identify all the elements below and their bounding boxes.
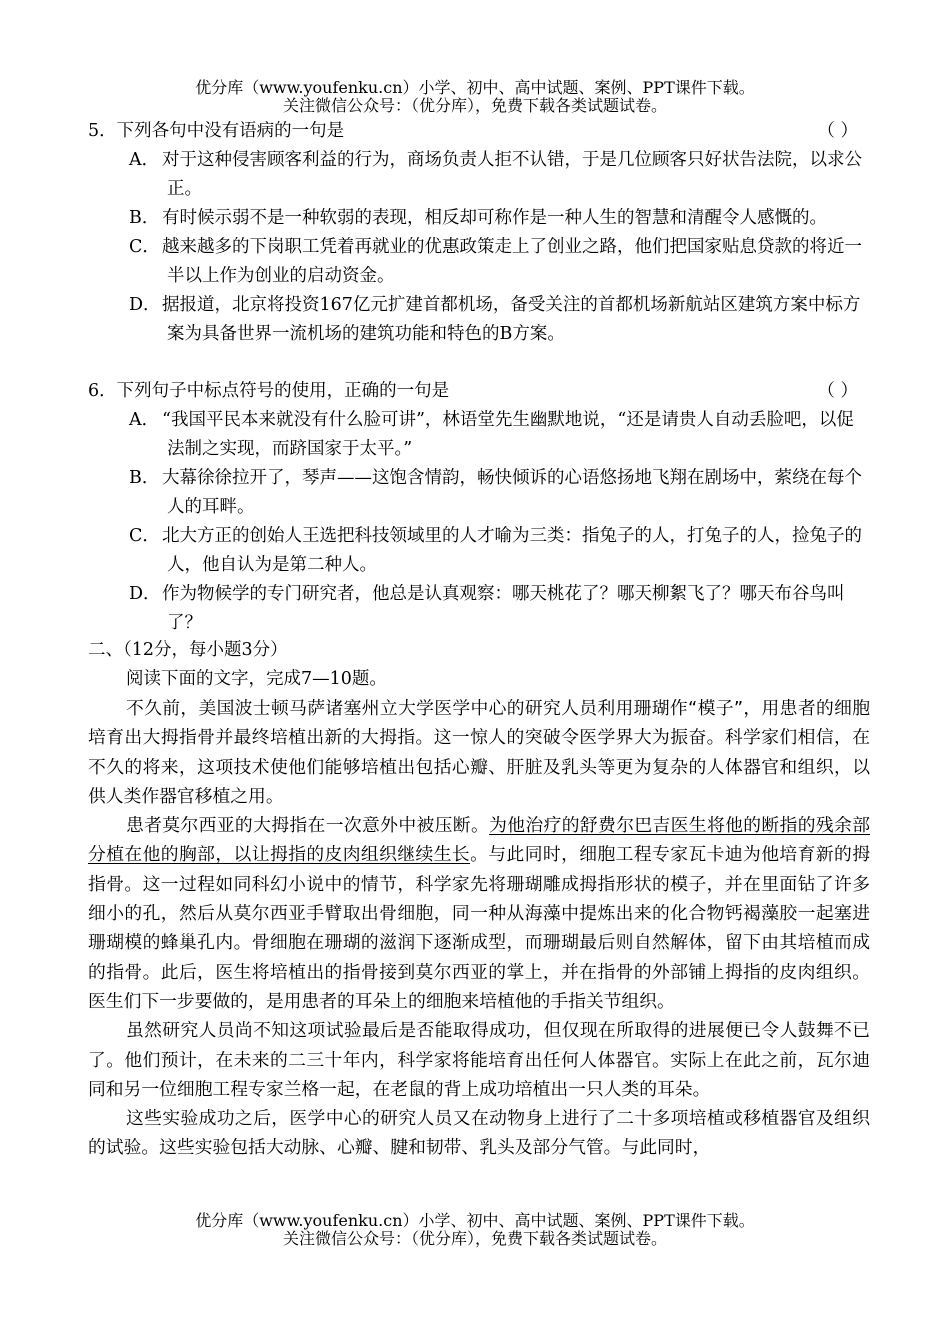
passage-paragraph-4: 这些实验成功之后，医学中心的研究人员又在动物身上进行了二十多项培植或移植器官及组织的试验。这些实验包括大动脉、心瓣、腱和韧带、乳头及部分气管。与此同时，	[88, 1108, 870, 1159]
underlined-sentence: 为他治疗的舒费尔巴吉医生将他的断指的残余部分植在他的胸部，以让拇指的皮肉组织继续生长	[88, 815, 870, 866]
question-6-option-c	[88, 522, 870, 580]
option-text: 北大方正的创始人王选把科技领域里的人才喻为三类：指兔子的人，打兔子的人，捡兔子的人，他自认为是第二种人。	[162, 526, 862, 575]
section-instruction: 阅读下面的文字，完成7—10题。	[126, 669, 387, 689]
question-6-option-b	[88, 464, 870, 522]
option-label: C．	[129, 237, 160, 257]
section-2-heading	[88, 636, 878, 694]
header-line-1: 优分库（www.youfenku.cn）小学、初中、高中试题、案例、PPT课件下载。	[195, 78, 755, 97]
option-label: C．	[129, 526, 160, 546]
paragraph-text: 。与此同时，细胞工程专家瓦卡迪为他培育新的拇指骨。这一过程如同科幻小说中的情节，科学家先将珊瑚雕成拇指形状的模子，并在里面钻了许多细小的孔，然后从莫尔西亚手臂取出骨细胞，同一种从海藻中提炼出来的化合物钙褐藻胶一起塞进珊瑚模的蜂巢孔内。骨细胞在珊瑚的滋润下逐渐成型，而珊瑚最后则自然解体，留下由其培植而成的指骨。此后，医生将培植出的指骨接到莫尔西亚的掌上，并在指骨的外部铺上拇指的皮肉组织。医生们下一步要做的，是用患者的耳朵上的细胞来培植他的手指关节组织。	[88, 844, 870, 1012]
question-6-stem: 6．下列句子中标点符号的使用，正确的一句是	[88, 381, 450, 401]
question-5-option-d	[88, 291, 870, 349]
question-5-option-c	[88, 233, 870, 291]
option-label: B．	[129, 468, 160, 488]
passage-paragraph-3: 虽然研究人员尚不知这项试验最后是否能取得成功，但仅现在所取得的进展便已令人鼓舞不已了。他们预计，在未来的二三十年内，科学家将能培育出任何人体器官。实际上在此之前，瓦尔迪同和另一位细胞工程专家兰格一起，在老鼠的背上成功培植出一只人类的耳朵。	[88, 1020, 870, 1100]
option-label: D．	[129, 295, 161, 315]
answer-bracket: （ ）	[817, 381, 858, 401]
question-6-option-d	[88, 580, 870, 638]
option-text: 对于这种侵害顾客利益的行为，商场负责人拒不认错，于是几位顾客只好状告法院，以求公正。	[162, 150, 862, 199]
option-text: “我国平民本来就没有什么脸可讲”，林语堂先生幽默地说，“还是请贵人自动丢脸吧，以促法制之实现，而跻国家于太平。”	[162, 410, 854, 459]
option-label: D．	[129, 584, 161, 604]
option-text: 有时候示弱不是一种软弱的表现，相反却可称作是一种人生的智慧和清醒令人感慨的。	[162, 208, 827, 228]
question-5-option-a	[88, 146, 870, 204]
answer-bracket: （ ）	[817, 121, 858, 141]
footer-line-2: 关注微信公众号：（优分库），免费下载各类试题试卷。	[282, 1229, 667, 1248]
section-title: 二、（12分，每小题3分）	[88, 640, 288, 660]
page-footer	[0, 1212, 950, 1248]
page-header	[0, 79, 950, 115]
question-5-stem: 5．下列各句中没有语病的一句是	[88, 121, 345, 141]
question-6-option-a	[88, 406, 870, 464]
reading-passage	[88, 694, 870, 1163]
question-5-option-b	[88, 204, 870, 233]
option-text: 作为物候学的专门研究者，他总是认真观察：哪天桃花了？哪天柳絮飞了？哪天布谷鸟叫了？	[162, 584, 845, 633]
footer-line-1: 优分库（www.youfenku.cn）小学、初中、高中试题、案例、PPT课件下载。	[195, 1211, 755, 1230]
paragraph-text: 患者莫尔西亚的大拇指在一次意外中被压断。	[126, 815, 490, 837]
header-line-2: 关注微信公众号：（优分库），免费下载各类试题试卷。	[282, 96, 667, 115]
option-text: 据报道，北京将投资167亿元扩建首都机场，备受关注的首都机场新航站区建筑方案中标方案为具备世界一流机场的建筑功能和特色的B方案。	[162, 295, 861, 344]
option-label: A．	[129, 410, 160, 430]
question-6	[88, 377, 870, 638]
option-text: 越来越多的下岗职工凭着再就业的优惠政策走上了创业之路，他们把国家贴息贷款的将近一半以上作为创业的启动资金。	[162, 237, 862, 286]
option-label: B．	[129, 208, 160, 228]
option-label: A．	[129, 150, 160, 170]
option-text: 大幕徐徐拉开了，琴声——这饱含情韵，畅快倾诉的心语悠扬地飞翔在剧场中，萦绕在每个人的耳畔。	[162, 468, 862, 517]
passage-paragraph-2	[88, 811, 870, 1016]
question-5	[88, 117, 870, 349]
passage-paragraph-1: 不久前，美国波士顿马萨诸塞州立大学医学中心的研究人员利用珊瑚作“模子”，用患者的细胞培育出大拇指骨并最终培植出新的大拇指。这一惊人的突破令医学界大为振奋。科学家们相信，在不久的将来，这项技术使他们能够培植出包括心瓣、肝脏及乳头等更为复杂的人体器官和组织，以供人类作器官移植之用。	[88, 698, 870, 807]
